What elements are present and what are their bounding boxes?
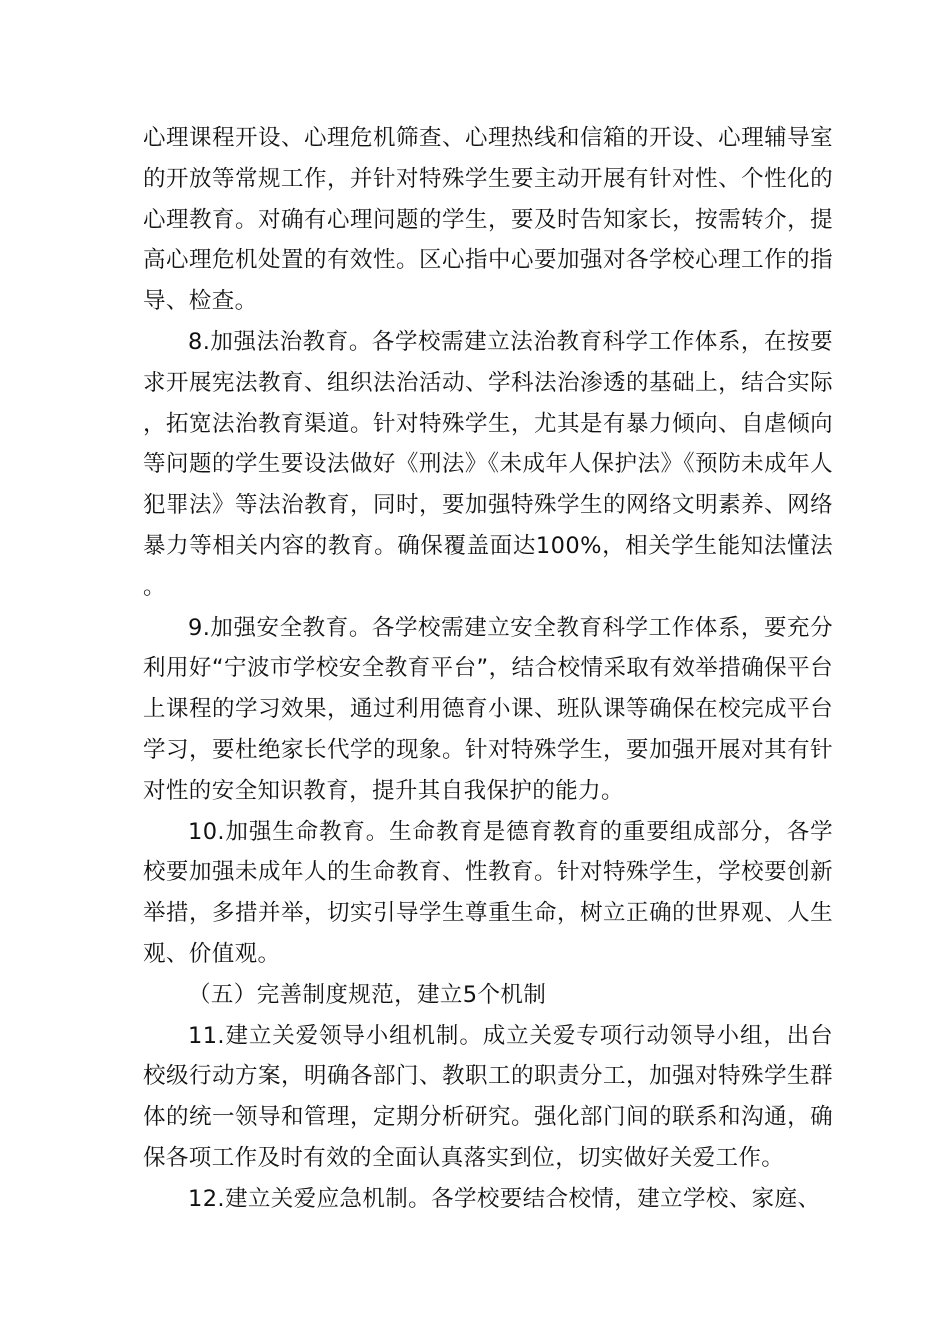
section-heading-five-mechanisms: （五）完善制度规范，建立5个机制 <box>188 981 547 1008</box>
paragraph-emergency-mechanism: 12.建立关爱应急机制。各学校要结合校情，建立学校、家庭、 <box>188 1185 821 1212</box>
document-body <box>143 118 833 1220</box>
paragraph-rule-of-law-education: 8.加强法治教育。各学校需建立法治教育科学工作体系，在按要求开展宪法教育、组织法治活动、学科法治渗透的基础上，结合实际，拓宽法治教育渠道。针对特殊学生，尤其是有暴力倾向、自虐倾向等问题的学生要设法做好《刑法》《未成年人保护法》《预防未成年人犯罪法》等法治教育，同时，要加强特殊学生的网络文明素养、网络暴力等相关内容的教育。确保覆盖面达100%，相关学生能知法懂法。 <box>143 328 833 600</box>
paragraph-safety-education: 9.加强安全教育。各学校需建立安全教育科学工作体系，要充分利用好“宁波市学校安全教育平台”，结合校情采取有效举措确保平台上课程的学习效果，通过利用德育小课、班队课等确保在校完成平台学习，要杜绝家长代学的现象。针对特殊学生，要加强开展对其有针对性的安全知识教育，提升其自我保护的能力。 <box>143 614 833 804</box>
paragraph-life-education: 10.加强生命教育。生命教育是德育教育的重要组成部分，各学校要加强未成年人的生命教育、性教育。针对特殊学生，学校要创新举措，多措并举，切实引导学生尊重生命，树立正确的世界观、人生观、价值观。 <box>143 818 833 967</box>
paragraph-mental-health-continued: 心理课程开设、心理危机筛查、心理热线和信箱的开设、心理辅导室的开放等常规工作，并针对特殊学生要主动开展有针对性、个性化的心理教育。对确有心理问题的学生，要及时告知家长，按需转介，提高心理危机处置的有效性。区心指中心要加强对各学校心理工作的指导、检查。 <box>143 125 833 315</box>
paragraph-leadership-group-mechanism: 11.建立关爱领导小组机制。成立关爱专项行动领导小组，出台校级行动方案，明确各部门、教职工的职责分工，加强对特殊学生群体的统一领导和管理，定期分析研究。强化部门间的联系和沟通，确保各项工作及时有效的全面认真落实到位，切实做好关爱工作。 <box>143 1022 833 1171</box>
